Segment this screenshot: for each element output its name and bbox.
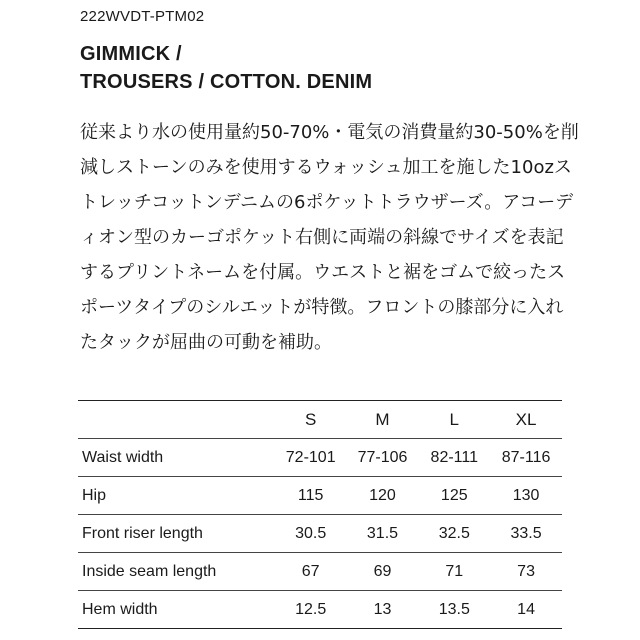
description-line: たタックが屈曲の可動を補助。 <box>80 332 332 353</box>
description-line: 従来より水の使用量約50-70%・電気の消費量約30-50%を削 <box>80 122 579 143</box>
table-row <box>78 514 562 552</box>
table-cell: 82-111 <box>430 448 478 466</box>
header-size-s: S <box>305 409 317 429</box>
table-cell: 130 <box>512 486 540 504</box>
size-table-header <box>78 401 562 438</box>
table-cell: 120 <box>369 486 396 504</box>
row-label: Front riser length <box>82 524 203 542</box>
description-line: トレッチコットンデニムの6ポケットトラウザーズ。アコーデ <box>80 192 574 213</box>
table-cell: 32.5 <box>438 524 470 542</box>
table-row <box>78 590 562 628</box>
table-cell: 67 <box>301 562 320 580</box>
table-cell: 73 <box>517 562 535 580</box>
table-row <box>78 476 562 514</box>
table-cell: 30.5 <box>295 524 327 542</box>
description-line: するプリントネームを付属。ウエストと裾をゴムで絞ったス <box>80 262 566 283</box>
title-line-2: TROUSERS / COTTON. DENIM <box>80 71 373 93</box>
table-cell: 69 <box>373 562 392 580</box>
row-label: Hip <box>82 486 107 504</box>
header-size-m: M <box>375 409 390 429</box>
table-cell: 12.5 <box>295 600 327 618</box>
title-line-1: GIMMICK / <box>80 43 182 65</box>
product-title <box>80 40 372 96</box>
row-label: Waist width <box>82 448 164 466</box>
size-table <box>78 400 562 629</box>
table-cell: 33.5 <box>510 524 542 542</box>
table-cell: 13.5 <box>438 600 470 618</box>
row-label: Inside seam length <box>82 562 217 580</box>
table-cell: 87-116 <box>501 448 551 466</box>
description-line: 減しストーンのみを使用するウォッシュ加工を施した10ozス <box>80 157 572 178</box>
table-cell: 115 <box>297 486 324 504</box>
table-cell: 14 <box>517 600 535 618</box>
product-description <box>80 115 580 360</box>
table-cell: 31.5 <box>366 524 399 542</box>
header-size-l: L <box>449 409 459 429</box>
table-row <box>78 438 562 476</box>
table-cell: 13 <box>373 600 392 618</box>
table-cell: 72-101 <box>285 448 336 466</box>
table-row <box>78 552 562 590</box>
header-size-xl: XL <box>515 409 537 429</box>
description-line: ィオン型のカーゴポケット右側に両端の斜線でサイズを表記 <box>80 227 564 248</box>
table-cell: 77-106 <box>357 448 408 466</box>
product-code: 222WVDT-PTM02 <box>80 8 205 25</box>
description-line: ポーツタイプのシルエットが特徴。フロントの膝部分に入れ <box>80 297 564 318</box>
table-cell: 71 <box>445 562 464 580</box>
row-label: Hem width <box>82 600 158 618</box>
table-cell: 125 <box>440 486 468 504</box>
